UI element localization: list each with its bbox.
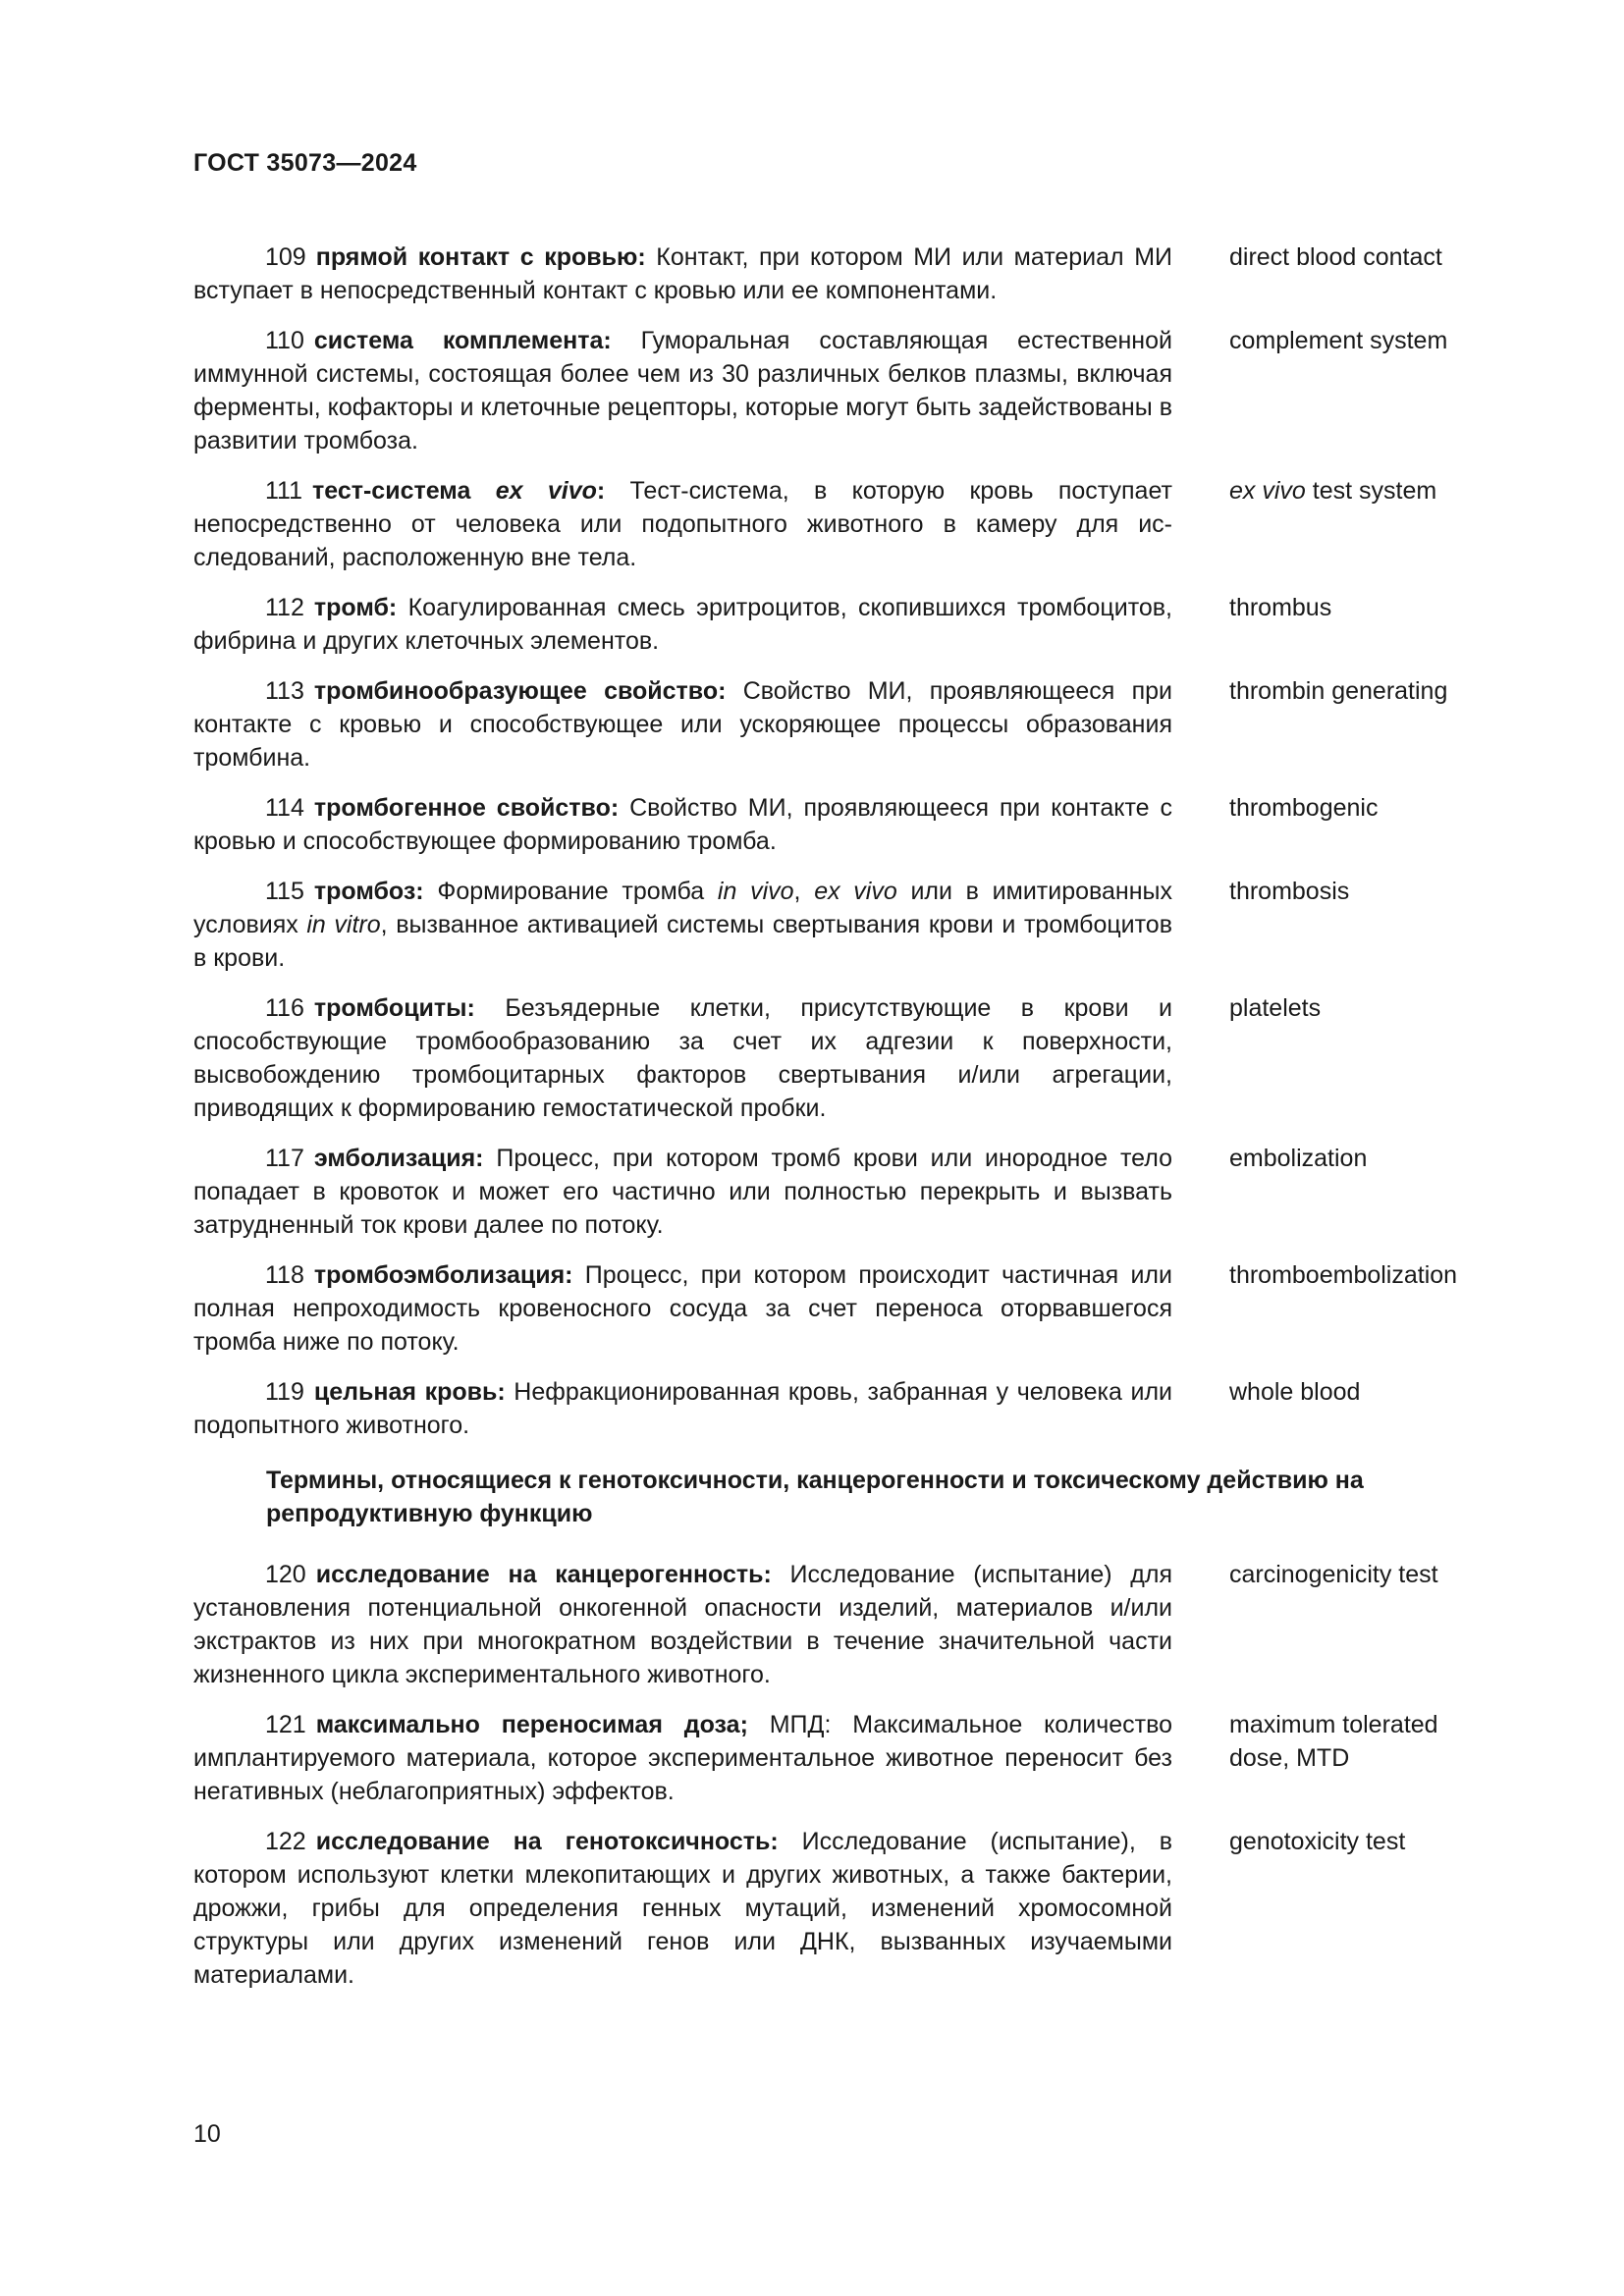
term-name: эмболизация: [313, 1145, 484, 1172]
term-definition-block [193, 474, 1172, 574]
term-definition: Исследование (испытание), в котором используют клетки млекопитающих и других животных, а также бактерии, дрожжи, грибы для определения генных мутаций, изменений хромосомной структуры или других изменений генов или ДНК, вызванных изучаемыми материалами. [193, 1828, 1172, 1989]
term-definition-block [193, 324, 1172, 457]
term-name: максимально переносимая доза; [315, 1711, 748, 1738]
term-number: 115 [265, 878, 304, 905]
term-definition-block [193, 791, 1172, 858]
term-definition-block [193, 1825, 1172, 1992]
term-entry [193, 591, 1499, 658]
term-number: 111 [265, 477, 303, 505]
term-number: 120 [265, 1561, 306, 1588]
term-entry [193, 324, 1499, 457]
term-entry [193, 991, 1499, 1125]
term-definition-block [193, 1375, 1172, 1442]
terms-content [193, 240, 1499, 2008]
term-entry [193, 791, 1499, 858]
term-name: тромбоз: [313, 878, 424, 905]
term-english-equivalent: complement system [1229, 327, 1448, 354]
term-entry [193, 674, 1499, 774]
term-number: 121 [265, 1711, 306, 1738]
term-english-equivalent: thrombus [1229, 594, 1332, 621]
term-entry [193, 1375, 1499, 1442]
term-definition: Свойство МИ, проявляющееся при контакте с кровью и способствующее формированию тромба. [193, 794, 1172, 855]
term-number: 122 [265, 1828, 306, 1855]
term-definition-block [193, 674, 1172, 774]
term-number: 112 [265, 594, 304, 621]
term-definition-block [193, 875, 1172, 975]
term-definition: Коагулированная смесь эритроцитов, скопившихся тромбоцитов, фибрина и других клеточных элементов. [193, 594, 1173, 655]
term-name: исследование на канцерогенность: [315, 1561, 772, 1588]
term-name: тромб: [313, 594, 398, 621]
term-definition: Безъядерные клетки, присутствующие в крови и способствующие тромбообразованию за счет их адгезии к поверхности, высвобождению тромбоцитарных факторов свертывания и/или агрегации, приводящих к формированию гемостатической пробки. [193, 994, 1172, 1122]
section-heading: Термины, относящиеся к генотоксичности, канцерогенности и токсическому действию на репродуктивную функцию [266, 1467, 1364, 1527]
term-definition: Свойство МИ, проявляющееся при контакте с кровью и способствующее или ускоряющее процессы образования тромбина. [193, 677, 1172, 772]
document-id-header: ГОСТ 35073—2024 [193, 149, 417, 177]
term-english-equivalent: whole blood [1229, 1378, 1361, 1406]
term-definition: Контакт, при котором МИ или материал МИ вступает в непосредственный контакт с кровью или ее компонентами. [193, 243, 1172, 304]
term-number: 110 [265, 327, 304, 354]
term-english-equivalent: thrombosis [1229, 878, 1350, 905]
term-name: тромбоциты: [313, 994, 475, 1022]
term-english-equivalent: ex vivo test system [1229, 477, 1437, 505]
term-english-equivalent: carcinogenicity test [1229, 1561, 1438, 1588]
term-english-equivalent: thrombin generating [1229, 677, 1448, 705]
term-definition-block [193, 1558, 1172, 1691]
term-number: 119 [265, 1378, 304, 1406]
term-number: 114 [265, 794, 304, 822]
term-english-equivalent: platelets [1229, 994, 1322, 1022]
term-definition: Процесс, при котором происходит частичная или полная непроходимость кровеносного сосуда за счет переноса оторвавшегося тромба ниже по потоку. [193, 1261, 1172, 1356]
term-definition: Гуморальная составляющая естественной иммунной системы, состоящая более чем из 30 различных белков плазмы, включая ферменты, кофакторы и клеточные рецепторы, которые могут быть задействованы в развитии тромбоза. [193, 327, 1172, 454]
term-english-equivalent: thromboembolization [1229, 1261, 1458, 1289]
term-entry [193, 1142, 1499, 1242]
term-entry [193, 1258, 1499, 1359]
term-number: 109 [265, 243, 306, 271]
term-entry [193, 875, 1499, 975]
term-definition-block [193, 240, 1172, 307]
term-english-equivalent: embolization [1229, 1145, 1368, 1172]
term-number: 116 [265, 994, 304, 1022]
term-name: тест-система ex vivo: [312, 477, 606, 505]
term-name: исследование на генотоксичность: [315, 1828, 779, 1855]
term-entry [193, 240, 1499, 307]
term-name: прямой контакт с кровью: [315, 243, 646, 271]
term-english-equivalent: direct blood contact [1229, 243, 1442, 271]
term-entry [193, 1825, 1499, 1992]
term-definition-block [193, 991, 1172, 1125]
term-entry [193, 1558, 1499, 1691]
term-definition-block [193, 1708, 1172, 1808]
term-definition: Формирование тромба in vivo, ex vivo или в имитированных условиях in vitro, вызванное активацией системы свертывания крови и тромбоцитов в крови. [193, 878, 1172, 972]
term-definition: Процесс, при котором тромб крови или инородное тело попадает в кровоток и может его частично или полностью перекрыть и вызвать затрудненный ток крови далее по потоку. [193, 1145, 1172, 1239]
term-definition-block [193, 1142, 1172, 1242]
term-name: тромбоэмболизация: [313, 1261, 573, 1289]
term-english-equivalent: maximum tolerated dose, MTD [1229, 1711, 1438, 1772]
page-number: 10 [193, 2120, 221, 2148]
term-number: 118 [265, 1261, 304, 1289]
term-definition-block [193, 591, 1172, 658]
term-number: 117 [265, 1145, 304, 1172]
term-name: тромбинообразующее свойство: [313, 677, 727, 705]
term-number: 113 [265, 677, 304, 705]
term-name: цельная кровь: [313, 1378, 506, 1406]
term-definition: Исследование (испытание) для установления потенциальной онкогенной опасности изделий, материалов и/или экстрактов из них при многократном воздействии в течение значительной части жизненного цикла экспериментального животного. [193, 1561, 1172, 1688]
term-definition: МПД: Максимальное количество имплантируемого материала, которое экспериментальное животное переносит без негативных (неблагоприятных) эффектов. [193, 1711, 1172, 1805]
term-english-equivalent: thrombogenic [1229, 794, 1379, 822]
term-name: система комплемента: [313, 327, 612, 354]
term-entry [193, 1708, 1499, 1808]
term-entry [193, 474, 1499, 574]
term-english-equivalent: genotoxicity test [1229, 1828, 1406, 1855]
term-name: тромбогенное свойство: [313, 794, 620, 822]
term-definition: Нефракционированная кровь, забранная у человека или подопытного животного. [193, 1378, 1172, 1439]
term-definition: Тест-система, в которую кровь поступает непосредственно от человека или подопытного животного в камеру для исследований, расположенную вне тела. [193, 477, 1172, 571]
term-definition-block [193, 1258, 1172, 1359]
